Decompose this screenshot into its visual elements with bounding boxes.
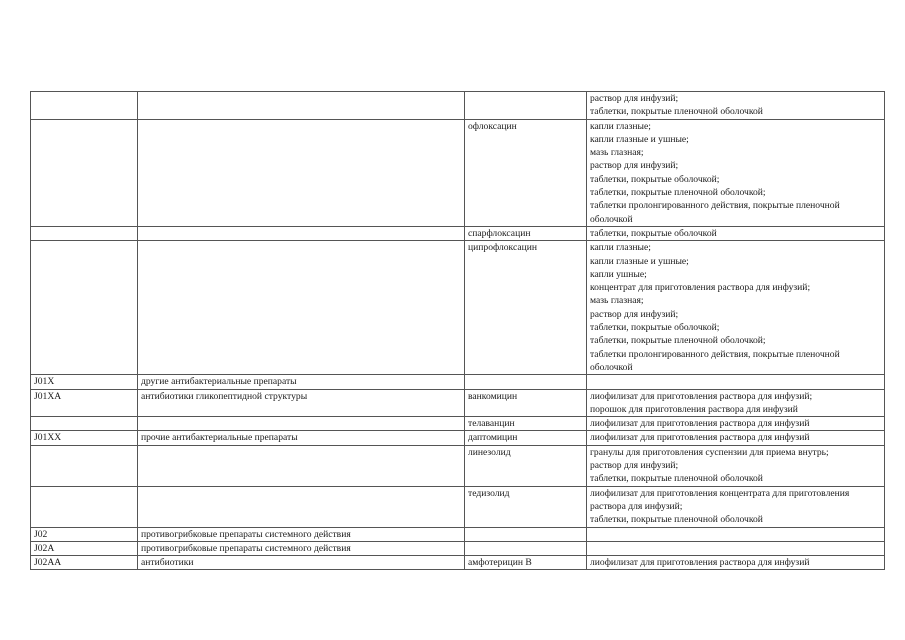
dosage-forms-cell: капли глазные; капли глазные и ушные; мазь глазная; раствор для инфузий; таблетки, покрытые оболочкой; таблетки, покрытые пленочной оболочкой; таблетки пролонгированного действия, покрытые пленочной оболочкой (587, 119, 885, 226)
group-name-cell: антибиотики (138, 556, 465, 570)
dosage-forms-cell: гранулы для приготовления суспензии для приема внутрь; раствор для инфузий; таблетки, покрытые пленочной оболочкой (587, 445, 885, 486)
drug-name-cell: ванкомицин (465, 389, 587, 417)
drug-name-cell: спарфлоксацин (465, 226, 587, 240)
group-name-cell: антибиотики гликопептидной структуры (138, 389, 465, 417)
group-name-cell (138, 92, 465, 120)
group-name-cell (138, 486, 465, 527)
table-row (31, 445, 885, 486)
table-row (31, 541, 885, 555)
table-row (31, 92, 885, 120)
atc-code-cell (31, 241, 138, 375)
atc-code-cell (31, 445, 138, 486)
group-name-cell: прочие антибактериальные препараты (138, 431, 465, 445)
drug-name-cell (465, 92, 587, 120)
dosage-forms-cell: лиофилизат для приготовления концентрата для приготовления раствора для инфузий; таблетки, покрытые пленочной оболочкой (587, 486, 885, 527)
group-name-cell (138, 445, 465, 486)
drug-name-cell: даптомицин (465, 431, 587, 445)
dosage-forms-cell: капли глазные; капли глазные и ушные; капли ушные; концентрат для приготовления раствора для инфузий; мазь глазная; раствор для инфузий; таблетки, покрытые оболочкой; таблетки, покрытые пленочной оболочкой; таблетки пролонгированного действия, покрытые пленочной оболочкой (587, 241, 885, 375)
dosage-forms-cell: лиофилизат для приготовления раствора для инфузий (587, 431, 885, 445)
table-row (31, 375, 885, 389)
atc-code-cell: J01X (31, 375, 138, 389)
drug-table-body (31, 92, 885, 570)
atc-code-cell: J02 (31, 527, 138, 541)
dosage-forms-cell: раствор для инфузий; таблетки, покрытые пленочной оболочкой (587, 92, 885, 120)
table-row (31, 486, 885, 527)
drug-name-cell (465, 527, 587, 541)
drug-name-cell: амфотерицин B (465, 556, 587, 570)
dosage-forms-cell (587, 375, 885, 389)
table-row (31, 389, 885, 417)
atc-code-cell: J02A (31, 541, 138, 555)
atc-code-cell (31, 226, 138, 240)
table-row (31, 241, 885, 375)
dosage-forms-cell: таблетки, покрытые оболочкой (587, 226, 885, 240)
dosage-forms-cell (587, 527, 885, 541)
dosage-forms-cell: лиофилизат для приготовления раствора для инфузий (587, 417, 885, 431)
group-name-cell: противогрибковые препараты системного действия (138, 527, 465, 541)
table-row (31, 556, 885, 570)
group-name-cell (138, 226, 465, 240)
atc-code-cell: J01XX (31, 431, 138, 445)
group-name-cell: противогрибковые препараты системного действия (138, 541, 465, 555)
atc-code-cell (31, 119, 138, 226)
atc-code-cell: J02AA (31, 556, 138, 570)
drug-name-cell: офлоксацин (465, 119, 587, 226)
dosage-forms-cell (587, 541, 885, 555)
drug-table (30, 91, 885, 570)
drug-name-cell: телаванцин (465, 417, 587, 431)
group-name-cell (138, 417, 465, 431)
atc-code-cell (31, 417, 138, 431)
table-row (31, 431, 885, 445)
drug-name-cell: ципрофлоксацин (465, 241, 587, 375)
drug-name-cell: тедизолид (465, 486, 587, 527)
group-name-cell (138, 119, 465, 226)
table-row (31, 527, 885, 541)
dosage-forms-cell: лиофилизат для приготовления раствора для инфузий (587, 556, 885, 570)
group-name-cell: другие антибактериальные препараты (138, 375, 465, 389)
dosage-forms-cell: лиофилизат для приготовления раствора для инфузий; порошок для приготовления раствора для инфузий (587, 389, 885, 417)
atc-code-cell (31, 92, 138, 120)
group-name-cell (138, 241, 465, 375)
table-row (31, 226, 885, 240)
atc-code-cell (31, 486, 138, 527)
table-row (31, 417, 885, 431)
drug-name-cell (465, 375, 587, 389)
drug-name-cell (465, 541, 587, 555)
table-row (31, 119, 885, 226)
drug-name-cell: линезолид (465, 445, 587, 486)
atc-code-cell: J01XA (31, 389, 138, 417)
